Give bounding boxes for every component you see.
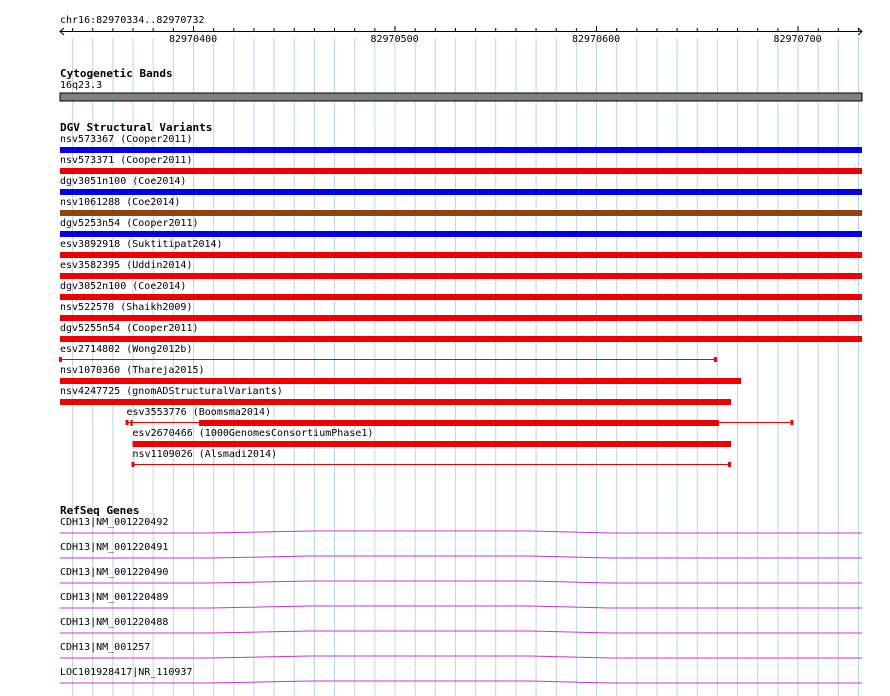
variant-id: nsv573367 bbox=[60, 134, 115, 145]
variant-study: (Uddin2014) bbox=[126, 260, 193, 271]
gene-label[interactable]: CDH13|NM_001257 bbox=[60, 642, 151, 653]
variant-id: nsv1070360 bbox=[60, 365, 121, 376]
variant-study: (Coe2014) bbox=[132, 281, 187, 292]
variant-id: dgv3051n100 bbox=[60, 176, 127, 187]
ruler-tick-label: 82970700 bbox=[773, 34, 822, 45]
ruler-tick-label: 82970600 bbox=[572, 34, 621, 45]
gene-label[interactable]: LOC101928417|NR_110937 bbox=[60, 667, 193, 678]
gene-label[interactable]: CDH13|NM_001220488 bbox=[60, 617, 169, 628]
variant-id: dgv5255n54 bbox=[60, 323, 121, 334]
gene-intron-line[interactable] bbox=[60, 656, 862, 658]
gene-label[interactable]: CDH13|NM_001220489 bbox=[60, 592, 169, 603]
variant-study: (Alsmadi2014) bbox=[198, 449, 278, 460]
variant-id: esv2670466 bbox=[132, 428, 193, 439]
variant-study: (Boomsma2014) bbox=[192, 407, 272, 418]
variant-id: esv3553776 bbox=[126, 407, 187, 418]
variant-id: dgv3052n100 bbox=[60, 281, 127, 292]
ruler-tick-label: 82970400 bbox=[168, 34, 218, 45]
gene-label[interactable]: CDH13|NM_001220491 bbox=[60, 542, 169, 553]
variant-study: (Coe2014) bbox=[126, 197, 181, 208]
variant-study: (Cooper2011) bbox=[120, 155, 193, 166]
variant-id: nsv573371 bbox=[60, 155, 115, 166]
variant-study: (Coe2014) bbox=[132, 176, 187, 187]
cytoband-label: 16q23.3 bbox=[60, 80, 103, 91]
region-label: chr16:82970334..82970732 bbox=[60, 15, 205, 26]
variant-id: nsv522570 bbox=[60, 302, 115, 313]
gene-label[interactable]: CDH13|NM_001220492 bbox=[60, 517, 169, 528]
gene-intron-line[interactable] bbox=[60, 556, 862, 558]
variant-study: (gnomADStructuralVariants) bbox=[126, 386, 283, 397]
variant-id: esv3892918 bbox=[60, 239, 121, 250]
dgv-track-title: DGV Structural Variants bbox=[60, 121, 213, 134]
gene-intron-line[interactable] bbox=[60, 631, 862, 633]
cytoband-track-title: Cytogenetic Bands bbox=[60, 67, 173, 80]
variant-study: (Wong2012b) bbox=[126, 344, 193, 355]
gene-label[interactable]: CDH13|NM_001220490 bbox=[60, 567, 169, 578]
variant-id: nsv1109026 bbox=[132, 449, 193, 460]
gene-intron-line[interactable] bbox=[60, 581, 862, 583]
gene-intron-line[interactable] bbox=[60, 606, 862, 608]
variant-study: (Suktitipat2014) bbox=[126, 239, 223, 250]
variant-id: dgv5253n54 bbox=[60, 218, 121, 229]
variant-study: (1000GenomesConsortiumPhase1) bbox=[198, 428, 374, 439]
variant-study: (Thareja2015) bbox=[126, 365, 205, 376]
gene-intron-line[interactable] bbox=[60, 681, 862, 683]
variant-study: (Cooper2011) bbox=[126, 323, 199, 334]
variant-id: nsv1061288 bbox=[60, 197, 121, 208]
variant-id: esv3582395 bbox=[60, 260, 121, 271]
ruler-tick-label: 82970500 bbox=[370, 34, 419, 45]
gene-intron-line[interactable] bbox=[60, 531, 862, 533]
variant-study: (Shaikh2009) bbox=[120, 302, 193, 313]
variant-id: nsv4247725 bbox=[60, 386, 121, 397]
variant-study: (Cooper2011) bbox=[120, 134, 193, 145]
refseq-track-title: RefSeq Genes bbox=[60, 504, 140, 517]
variant-id: esv2714802 bbox=[60, 344, 121, 355]
variant-study: (Cooper2011) bbox=[126, 218, 199, 229]
